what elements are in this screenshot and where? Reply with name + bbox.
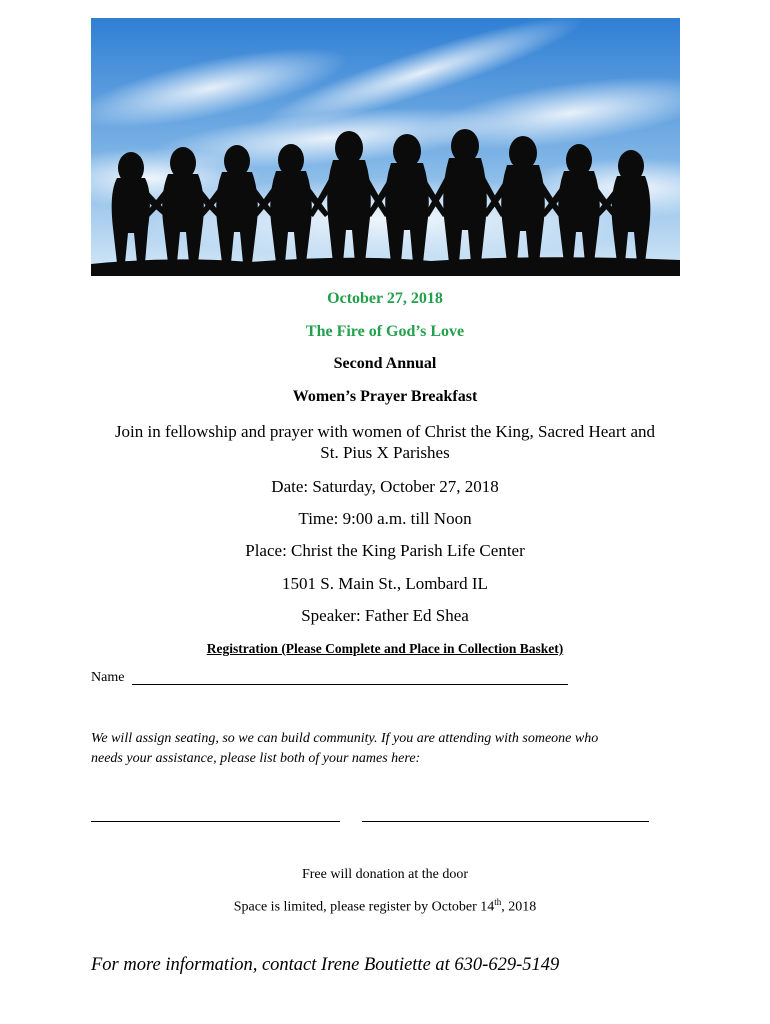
intro-line-1: Join in fellowship and prayer with women of Christ the King, Sacred Heart and <box>114 422 656 441</box>
detail-speaker: Speaker: Father Ed Shea <box>301 606 469 625</box>
registration-title: Registration (Please Complete and Place in Collection Basket) <box>206 641 564 656</box>
event-date-heading: October 27, 2018 <box>327 290 443 307</box>
banner-image <box>91 18 680 276</box>
seating-note-line-1: We will assign seating, so we can build community. If you are attending with someone who <box>91 731 599 746</box>
event-theme: The Fire of God’s Love <box>305 323 465 340</box>
deadline-prefix: Space is limited, please register by October 14 <box>233 899 495 915</box>
event-edition: Second Annual <box>333 355 437 372</box>
attendee-1-field-line[interactable] <box>91 821 340 822</box>
women-silhouette-illustration <box>91 18 680 276</box>
contact-info: For more information, contact Irene Boutiette at 630-629-5149 <box>91 955 560 975</box>
name-field-line[interactable] <box>132 684 568 685</box>
attendee-2-field-line[interactable] <box>362 821 649 822</box>
seating-note <box>91 729 691 769</box>
detail-date: Date: Saturday, October 27, 2018 <box>271 477 499 496</box>
seating-note-line-2: needs your assistance, please list both of your names here: <box>91 751 421 766</box>
detail-address: 1501 S. Main St., Lombard IL <box>282 574 488 593</box>
detail-place: Place: Christ the King Parish Life Center <box>245 541 525 560</box>
deadline-ordinal-suffix: th <box>494 897 502 907</box>
name-label: Name <box>91 670 125 685</box>
event-title: Women’s Prayer Breakfast <box>292 388 478 405</box>
deadline-suffix: , 2018 <box>501 899 537 915</box>
donation-note: Free will donation at the door <box>301 867 469 882</box>
intro-line-2: St. Pius X Parishes <box>320 443 450 462</box>
detail-time: Time: 9:00 a.m. till Noon <box>298 509 472 528</box>
registration-deadline <box>0 897 770 916</box>
